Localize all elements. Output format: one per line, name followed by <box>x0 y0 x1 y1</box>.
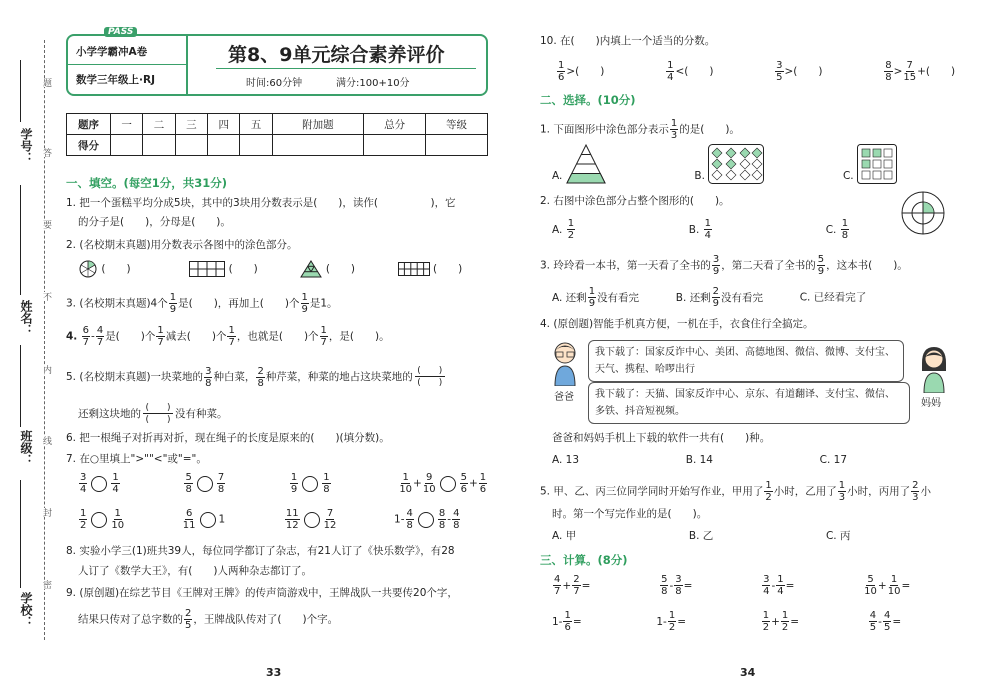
seal-char: 密 <box>41 580 51 589</box>
q6-text: 6. 把一根绳子对折再对折，现在绳子的长度是原来的( )(填分数)。 <box>66 432 390 444</box>
table-cell: 题序 <box>67 114 111 135</box>
calc-item[interactable]: $\frac{4}{5}$ - $\frac{4}{5}$ = <box>869 610 902 633</box>
fraction-2-8: $\frac{2}{8}$ <box>257 365 264 389</box>
score-cell[interactable] <box>208 135 240 156</box>
seal-char: 内 <box>41 365 51 374</box>
seal-char: 不 <box>41 292 51 301</box>
r-q5-end: 小 <box>920 485 931 498</box>
table-cell: 总分 <box>364 114 426 135</box>
r-q1-options <box>552 144 897 184</box>
fraction-4-7: $\frac{4}{7}$ <box>96 325 104 348</box>
r-q10-items: $\frac{1}{6}$ >( ) $\frac{1}{4}$ <( ) $\frac{3}{5}$ >( ) $\frac{8}{8}$ > $\frac{7}{15}$ +( ) <box>558 60 956 83</box>
compare-circle[interactable] <box>418 512 434 528</box>
table-cell: 等级 <box>426 114 488 135</box>
section-fill-blank: 一、填空。(每空1分，共31分) <box>66 176 228 190</box>
r-q3-prefix: 3. 玲玲看一本书，第一天看了全书的 <box>540 259 711 272</box>
score-cell[interactable] <box>240 135 272 156</box>
school-label: 学校： <box>19 592 33 628</box>
table-row <box>67 114 488 135</box>
number-field[interactable] <box>20 60 21 122</box>
q9-prefix: 结果只传对了总字数的 <box>78 613 183 626</box>
option-c[interactable]: C. $\frac{1}{8}$ <box>825 218 849 241</box>
table-cell: 附加题 <box>272 114 363 135</box>
fraction-blank[interactable]: ( ) ( ) <box>415 365 445 389</box>
r-q5-middle1: 小时，乙用了 <box>773 485 837 498</box>
title-header <box>66 27 488 96</box>
seal-char: 线 <box>41 436 51 445</box>
calc-item[interactable]: 1- $\frac{1}{6}$ = <box>552 610 582 633</box>
q5-remaining: 还剩这块地的 <box>78 408 141 420</box>
compare-circle[interactable] <box>91 476 107 492</box>
compare-circle[interactable] <box>200 512 216 528</box>
r-q1-text: 1. 下面图形中涂色部分表示 $\frac{1}{3}$ 的是( )。 <box>540 118 740 141</box>
r-q3-suffix: ，这本书( )。 <box>826 259 908 272</box>
compare-circle[interactable] <box>440 476 456 492</box>
score-cell[interactable] <box>111 135 143 156</box>
fraction-2-5: $\frac{2}{5}$ <box>185 608 192 631</box>
table-cell: 四 <box>208 114 240 135</box>
dad-label: 爸爸 <box>554 392 574 403</box>
score-cell[interactable] <box>364 135 426 156</box>
seal-char: 要 <box>41 220 51 229</box>
mom-figure-icon <box>918 345 950 393</box>
option-b[interactable]: B. <box>694 170 705 182</box>
table-cell: 五 <box>240 114 272 135</box>
class-field[interactable] <box>20 345 21 427</box>
answer-blank[interactable]: ( ) <box>433 263 463 275</box>
triangle-ninths-icon <box>300 260 322 278</box>
section-choice: 二、选择。(10分) <box>540 93 636 107</box>
compare-circle[interactable] <box>304 512 320 528</box>
circle-sixths-icon <box>78 260 98 278</box>
compare-circle[interactable] <box>197 476 213 492</box>
option-a[interactable]: A. 甲 <box>552 530 577 542</box>
q3-suffix: 是1。 <box>309 297 338 310</box>
seal-char: 封 <box>41 508 51 517</box>
option-a[interactable]: A. <box>552 170 563 182</box>
option-b[interactable]: B. 乙 <box>688 530 714 542</box>
r-q1-prefix: 1. 下面图形中涂色部分表示 <box>540 123 669 136</box>
calc-item[interactable]: 1- $\frac{1}{2}$ = <box>656 610 687 633</box>
q5-line1 <box>66 365 447 389</box>
r-q3-middle: ，第二天看了全书的 <box>721 259 816 272</box>
fraction-1-9: $\frac{1}{9}$ <box>301 292 308 315</box>
full-score: 满分:100+10分 <box>336 78 410 89</box>
q5-prefix: 5. (名校期末真题)一块菜地的 <box>66 371 204 383</box>
score-cell[interactable] <box>426 135 488 156</box>
fraction-1-7: $\frac{1}{7}$ <box>320 325 327 348</box>
table-cell: 三 <box>175 114 207 135</box>
table-cell: 一 <box>111 114 143 135</box>
table-cell: 得分 <box>67 135 111 156</box>
option-b[interactable]: B. 还剩 $\frac{2}{9}$ 没有看完 <box>675 286 764 309</box>
option-a-text: A. 还剩 <box>552 291 587 304</box>
q2-figures <box>78 260 462 278</box>
r-q5-line2: 时。第一个写完作业的是( )。 <box>552 508 708 520</box>
r-q5-line1: 5. 甲、乙、丙三位同学同时开始写作业，甲用了 $\frac{1}{2}$ 小时，乙用了 $\frac{1}{3}$ 小时，丙用了 $\frac{2}{3}$ 小 <box>540 480 931 503</box>
r-q3-options <box>552 286 866 309</box>
binding-line <box>44 40 45 640</box>
diamond-grid-option-icon <box>708 144 764 184</box>
r-q5-options <box>552 528 850 544</box>
fraction-1-7: $\frac{1}{7}$ <box>157 325 164 348</box>
mom-speech-bubble: 我下载了：天猫、国家反诈中心、京东、有道翻译、支付宝、微信、多铁、抖音短视频。 <box>588 382 910 424</box>
page-title: 第8、9单元综合素养评价 <box>228 44 445 66</box>
calc-item[interactable]: $\frac{4}{7}$ + $\frac{2}{7}$ = <box>554 574 591 597</box>
q4-part1: 是( )个 <box>105 330 156 343</box>
q3-prefix: 3. (名校期末真题)4个 <box>66 297 168 310</box>
q2-text: 2. (名校期末真题)用分数表示各图中的涂色部分。 <box>66 239 298 251</box>
calc-row1 <box>552 574 910 597</box>
number-label: 学号： <box>19 128 33 164</box>
q5-unplanted: 没有种菜。 <box>175 408 228 420</box>
option-c[interactable]: C. 丙 <box>825 530 851 542</box>
option-b[interactable]: B. 14 <box>685 454 713 466</box>
series-label: 小学学霸冲A卷 <box>76 46 148 58</box>
q1-line2: 的分子是( )，分母是( )。 <box>78 216 231 228</box>
pass-logo: PASS <box>104 27 137 37</box>
r-q3-text: 3. 玲玲看一本书，第一天看了全书的 $\frac{3}{9}$ ，第二天看了全书的 $\frac{5}{9}$ ，这本书( )。 <box>540 254 908 277</box>
q1-line1: 1. 把一个蛋糕平均分成5块，其中的3块用分数表示是( )，读作( )，它 <box>66 197 456 209</box>
option-b[interactable]: B. $\frac{1}{4}$ <box>688 218 712 241</box>
r-q4-text: 4. (原创题)智能手机真方便，一机在手，衣食住行全搞定。 <box>540 318 814 330</box>
mom-label: 妈妈 <box>921 398 941 409</box>
header-left-panel <box>68 27 188 94</box>
r-q5-prefix: 5. 甲、乙、丙三位同学同时开始写作业，甲用了 <box>540 485 764 498</box>
option-a[interactable]: A. $\frac{1}{2}$ <box>552 218 575 241</box>
grid-eighths-icon <box>189 261 225 277</box>
page-number-left: 33 <box>266 666 282 679</box>
fraction-1-9: $\frac{1}{9}$ <box>169 292 177 315</box>
option-b-tail: 没有看完 <box>721 291 764 304</box>
calc-row2 <box>552 610 901 633</box>
calc-item[interactable]: $\frac{5}{8}$ - $\frac{3}{8}$ = <box>661 574 693 597</box>
q9-suffix: ，王牌战队传对了( )个字。 <box>193 613 339 626</box>
page-number-right: 34 <box>740 666 756 679</box>
seal-char: 题 <box>41 78 51 87</box>
option-a-tail: 没有看完 <box>597 291 640 304</box>
time-limit: 时间:60分钟 <box>246 78 303 89</box>
dad-speech-bubble: 我下载了：国家反诈中心、美团、高德地图、微信、微博、支付宝、天气、携程、哈啰出行 <box>588 340 904 382</box>
calc-item[interactable]: $\frac{5}{10}$ + $\frac{1}{10}$ = <box>864 574 911 597</box>
q9-line2 <box>78 608 338 631</box>
subject-label: 数学三年级上·RJ <box>76 74 155 86</box>
option-c[interactable]: C. 17 <box>819 454 848 466</box>
fraction-3-8: $\frac{3}{8}$ <box>205 365 212 389</box>
table-cell: 二 <box>143 114 175 135</box>
grid-tenths-icon <box>398 262 430 276</box>
q7-compare-row2: $\frac{1}{2}$ $\frac{1}{10}$ $\frac{6}{11}$ 1 $\frac{11}{12}$ $\frac{7}{12}$ 1- $\frac{4}{8}$ $\frac{8}{8}$ - $\frac{4}{8}$ <box>80 508 460 531</box>
r-q10-text: 10. 在( )内填上一个适当的分数。 <box>540 35 716 47</box>
q5-part-b: 种芹菜，种菜的地占这块菜地的 <box>265 371 413 383</box>
r-q2-options <box>552 218 850 241</box>
fraction-1-7: $\frac{1}{7}$ <box>228 325 235 348</box>
r-q4-question: 爸爸和妈妈手机上下载的软件一共有( )种。 <box>552 432 771 444</box>
option-c[interactable]: C. 已经看完了 <box>799 291 867 304</box>
q7-compare-row1: $\frac{3}{4}$ $\frac{1}{4}$ $\frac{5}{8}$ $\frac{7}{8}$ $\frac{1}{9}$ $\frac{1}{8}$ $\frac{1}{10}$ + $\frac{9}{10}$ $\frac{5}{6}$ + $\frac{1}{6}$ <box>80 472 487 495</box>
q4-part2: 减去( )个 <box>165 330 227 343</box>
target-circle-icon <box>900 190 946 236</box>
q4-part3: ，也就是( )个 <box>236 330 319 343</box>
score-cell[interactable] <box>272 135 363 156</box>
school-field[interactable] <box>20 480 21 588</box>
option-c[interactable]: C. <box>842 170 854 182</box>
option-a[interactable]: A. 还剩 $\frac{1}{9}$ 没有看完 <box>552 286 640 309</box>
calc-item[interactable]: $\frac{1}{2}$ + $\frac{1}{2}$ = <box>762 610 800 633</box>
fraction-blank[interactable]: ( ) ( ) <box>143 402 173 426</box>
answer-blank[interactable]: ( ) <box>325 263 356 275</box>
triangle-option-icon <box>566 144 606 184</box>
r-q4-options <box>552 452 847 468</box>
compare-circle[interactable] <box>91 512 107 528</box>
class-label: 班级： <box>19 430 33 466</box>
seal-char: 答 <box>41 148 51 157</box>
dad-figure-icon <box>550 340 580 386</box>
score-cell[interactable] <box>143 135 175 156</box>
option-a[interactable]: A. 13 <box>552 454 580 466</box>
answer-blank[interactable]: ( ) <box>228 263 258 275</box>
q3-middle: 是( )，再加上( )个 <box>178 297 300 310</box>
name-field[interactable] <box>20 185 21 295</box>
section-calc: 三、计算。(8分) <box>540 553 628 567</box>
score-cell[interactable] <box>175 135 207 156</box>
q9-line1: 9. (原创题)在综艺节目《王牌对王牌》的传声筒游戏中，王牌战队一共要传20个字， <box>66 587 458 599</box>
calc-item[interactable]: $\frac{3}{4}$ - $\frac{1}{4}$ = <box>763 574 795 597</box>
q3-text <box>66 292 338 315</box>
answer-blank[interactable]: ( ) <box>101 263 131 275</box>
name-label: 姓名： <box>19 300 33 336</box>
r-q5-middle2: 小时，丙用了 <box>847 485 911 498</box>
q7-text: 7. 在○里填上">""<"或"="。 <box>66 453 207 465</box>
q4-part4: ，是( )。 <box>328 330 390 343</box>
table-row <box>67 135 488 156</box>
fraction-6-7: $\frac{6}{7}$ <box>82 325 90 348</box>
q5-line2 <box>78 402 228 426</box>
q4-text: 4. $\frac{6}{7}$ - $\frac{4}{7}$ 是( )个 $\frac{1}{7}$ 减去( )个 $\frac{1}{7}$ ，也就是( )个 $\frac{1}{7}$ ，是( )。 <box>66 325 390 348</box>
option-b-text: B. 还剩 <box>675 291 711 304</box>
r-q2-text: 2. 右图中涂色部分占整个图形的( )。 <box>540 195 730 207</box>
score-table <box>66 113 488 156</box>
q8-line2: 人订了《数学大王》，有( )人两种杂志都订了。 <box>78 565 312 577</box>
compare-circle[interactable] <box>302 476 318 492</box>
q5-part-a: 种白菜， <box>213 371 256 383</box>
r-q1-suffix: 的是( )。 <box>679 123 740 136</box>
square-grid-option-icon <box>857 144 897 184</box>
q8-line1: 8. 实验小学三(1)班共39人，每位同学都订了杂志，有21人订了《快乐数学》，有28 <box>66 545 455 557</box>
